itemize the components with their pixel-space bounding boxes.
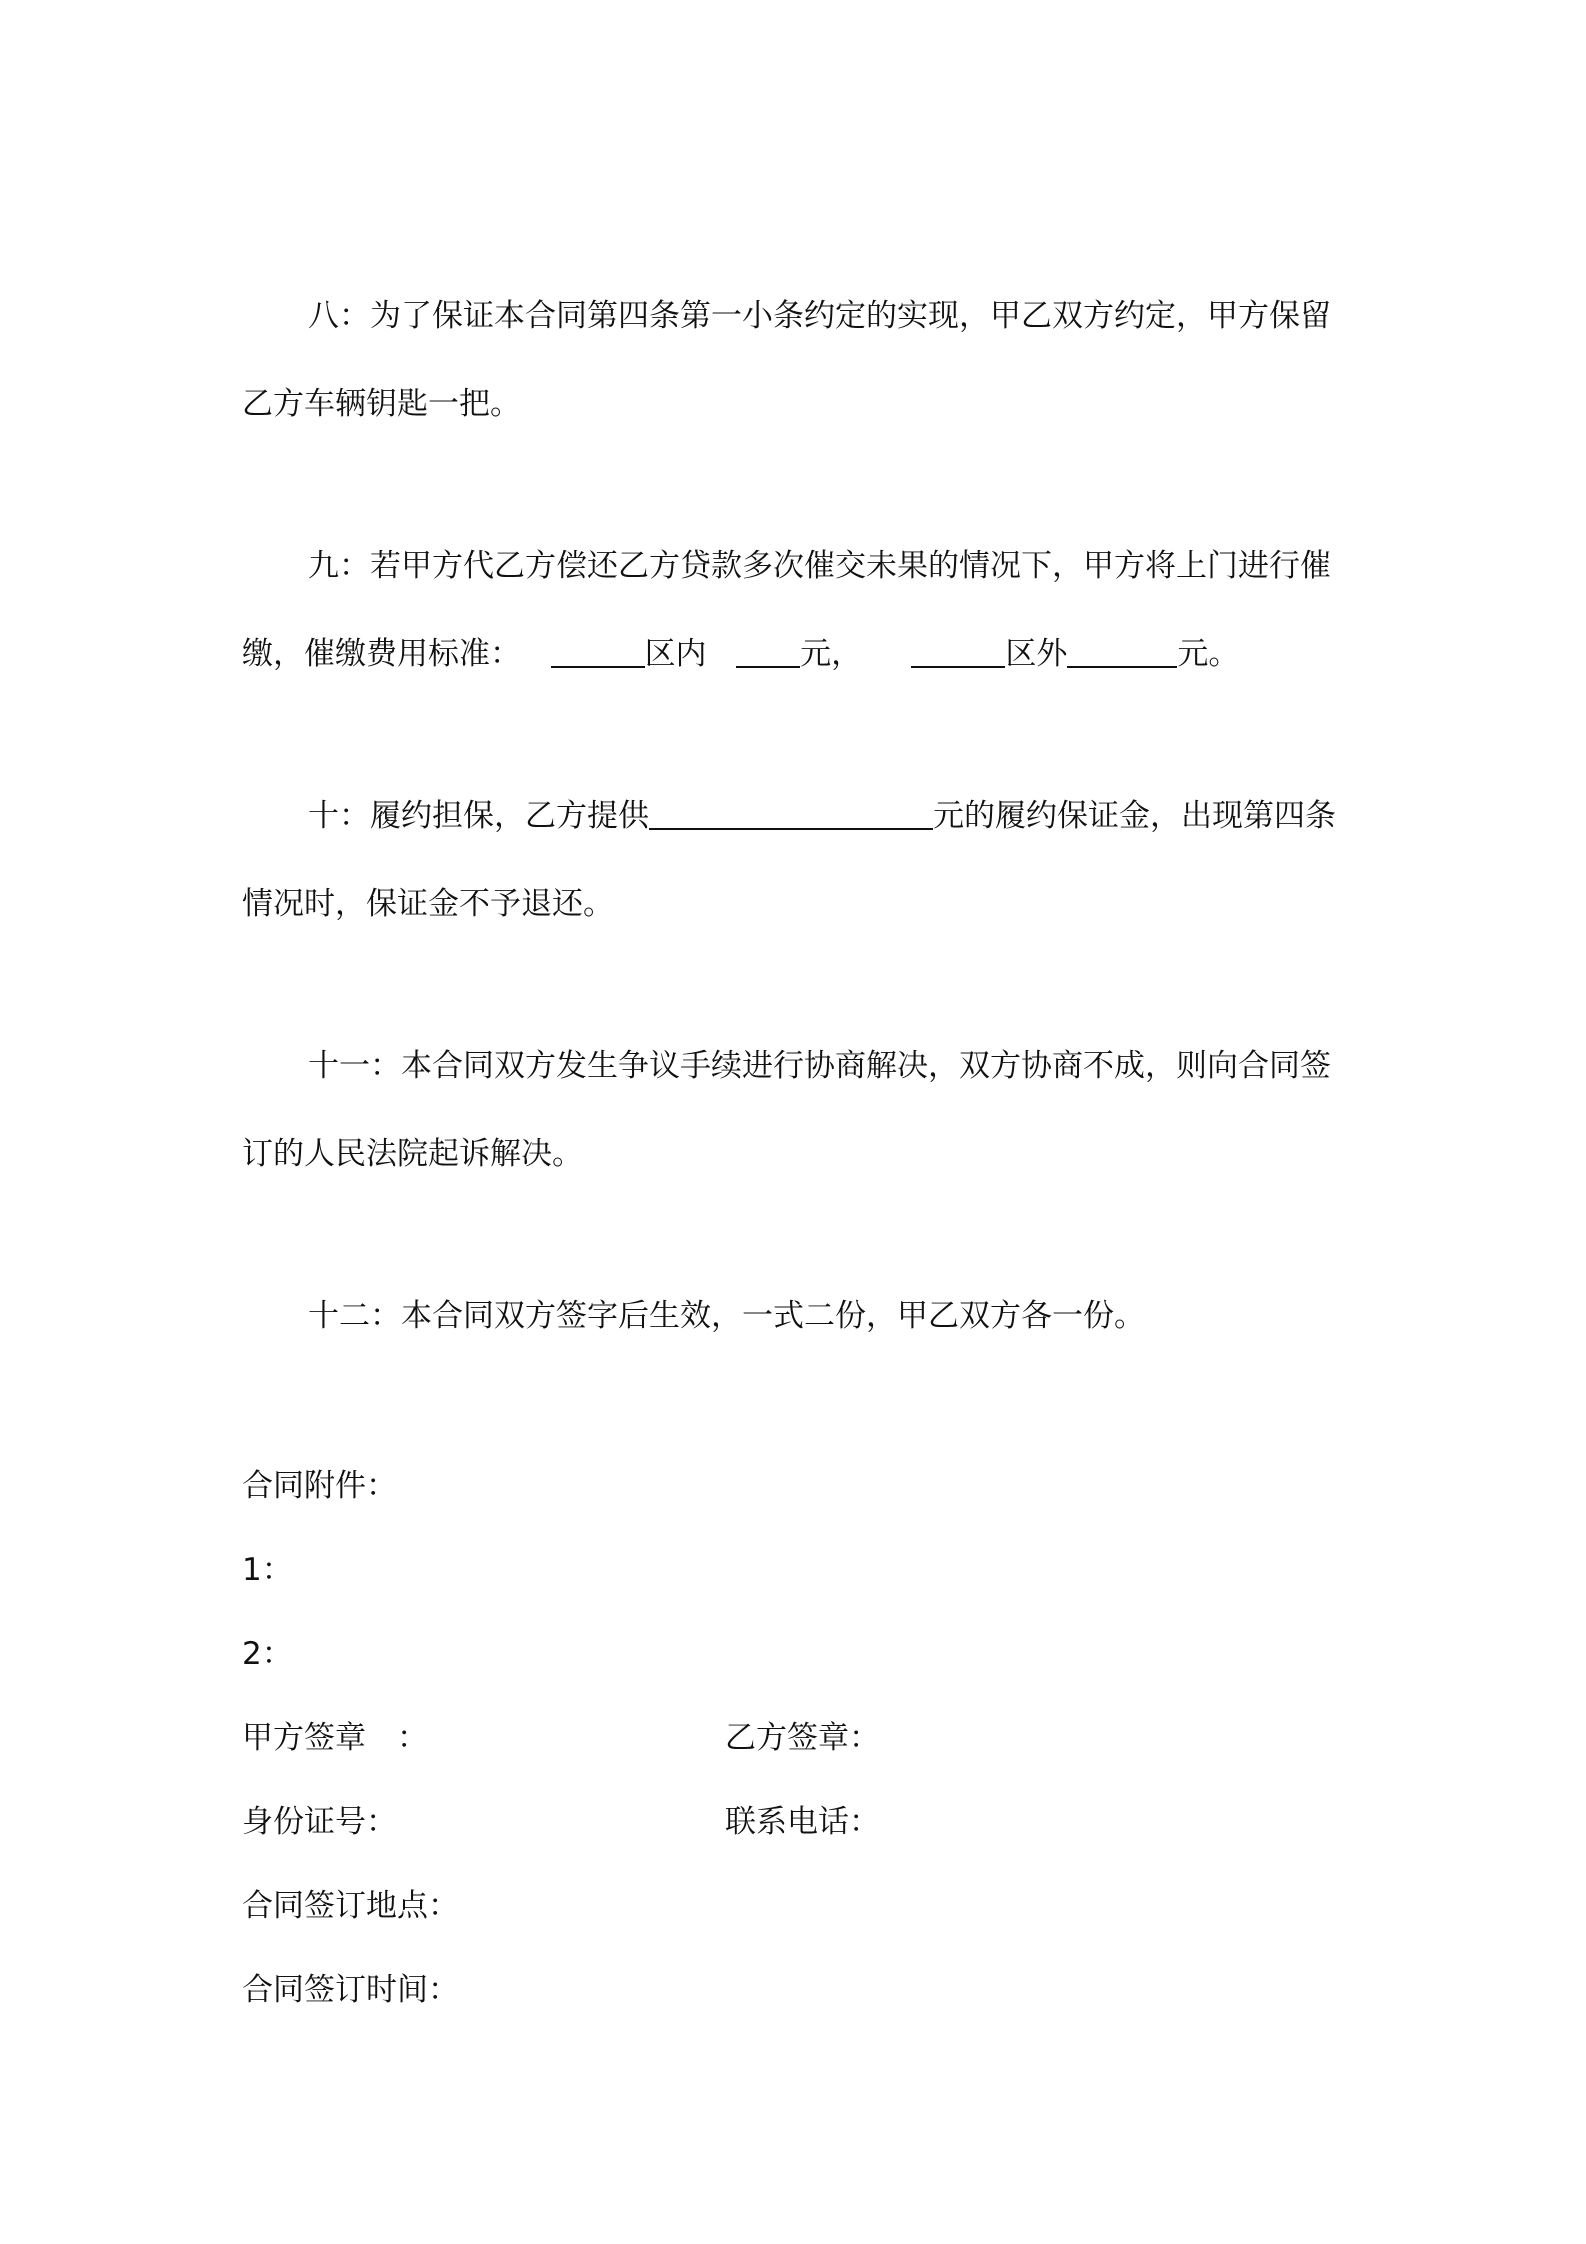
clause-10-before: 十：履约担保，乙方提供 [308, 798, 649, 834]
clause-10 [242, 772, 1357, 948]
signing-place-label: 合同签订地点： [242, 1888, 459, 1924]
attachments-title: 合同附件： [242, 1468, 397, 1504]
attachment-item-2: 2： [242, 1636, 293, 1672]
blank-out-district-fee [1067, 636, 1177, 668]
party-b-seal-label: 乙方签章： [725, 1720, 880, 1756]
clause-8: 八：为了保证本合同第四条第一小条约定的实现，甲乙双方约定，甲方保留乙方车辆钥匙一把。 [242, 298, 1331, 422]
in-district-label: 区内 [644, 636, 707, 672]
clause-9-text: 九：若甲方代乙方偿还乙方贷款多次催交未果的情况下，甲方将上门进行催缴，催缴费用标准： [242, 548, 1331, 672]
out-district-label: 区外 [1005, 636, 1068, 672]
clause-11: 十一：本合同双方发生争议手续进行协商解决，双方协商不成，则向合同签订的人民法院起诉解决。 [242, 1048, 1331, 1172]
clause-9 [242, 522, 1357, 698]
id-number-label: 身份证号： [242, 1804, 397, 1840]
yuan-label-1: 元， [800, 636, 863, 672]
blank-deposit-amount [649, 798, 933, 830]
attachment-item-1: 1： [242, 1552, 293, 1588]
blank-out-district-area [911, 636, 1005, 668]
party-a-seal-label: 甲方签章 ： [242, 1720, 428, 1756]
blank-in-district-area [551, 636, 645, 668]
clause-12: 十二：本合同双方签字后生效，一式二份，甲乙双方各一份。 [308, 1298, 1145, 1334]
phone-label: 联系电话： [725, 1804, 880, 1840]
blank-in-district-fee [736, 636, 800, 668]
signing-time-label: 合同签订时间： [242, 1972, 459, 2008]
yuan-label-2: 元。 [1177, 636, 1240, 672]
clause-10-after: 元的履约保证金，出现第四条情况时，保证金不予退还。 [242, 798, 1336, 922]
